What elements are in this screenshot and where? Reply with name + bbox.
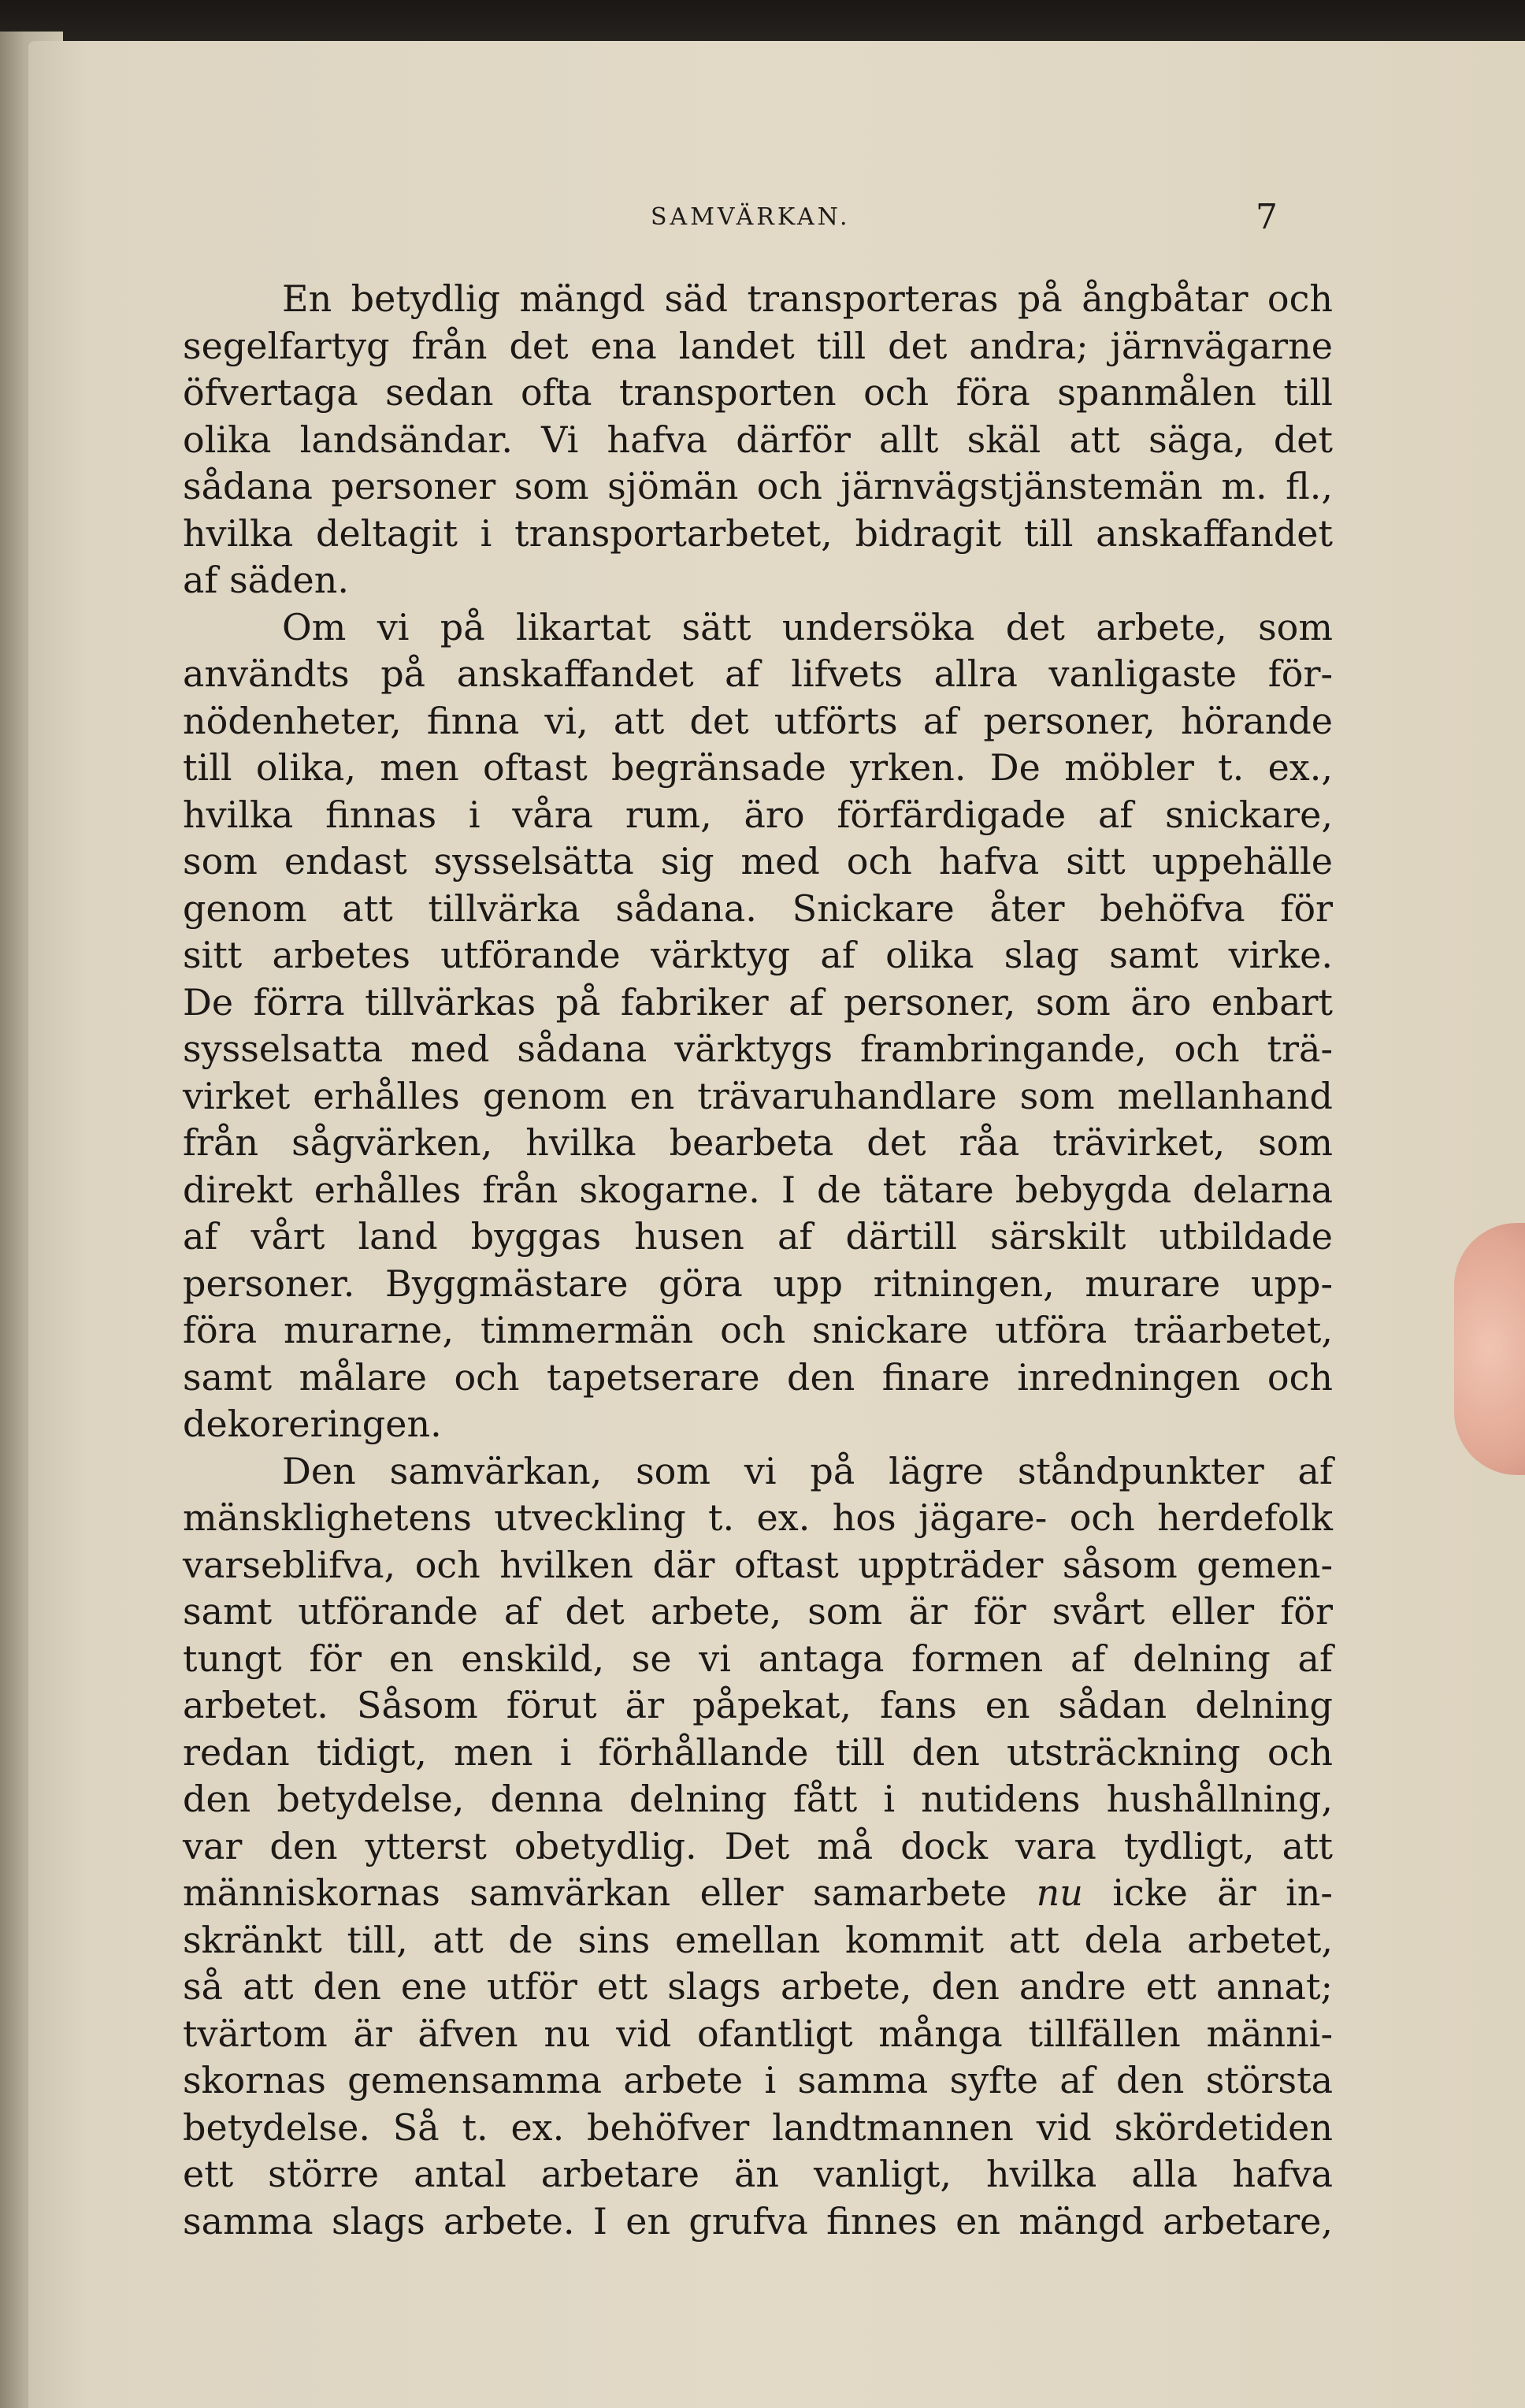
- text-line: varseblifva, och hvilken där oftast uppträder såsom gemen-: [183, 1543, 1333, 1586]
- text-line: föra murarne, timmermän och snickare utföra träarbetet,: [183, 1309, 1333, 1351]
- text-line: samma slags arbete. I en grufva finnes en mängd arbetare,: [183, 2199, 1333, 2243]
- page-number: 7: [1256, 197, 1278, 237]
- text-line: hvilka finnas i våra rum, äro förfärdigade af snickare,: [183, 793, 1333, 836]
- text-line: dekoreringen.: [183, 1403, 442, 1445]
- text-line: var den ytterst obetydlig. Det må dock vara tydligt, att: [183, 1824, 1333, 1867]
- text-line: skornas gemensamma arbete i samma syfte af den största: [183, 2059, 1333, 2101]
- text-line: ett större antal arbetare än vanligt, hvilka alla hafva: [183, 2153, 1333, 2195]
- text-line: genom att tillvärka sådana. Snickare åter behöfva för: [183, 886, 1333, 930]
- text-line: virket erhålles genom en trävaruhandlare som mellanhand: [183, 1074, 1333, 1117]
- text-line: tungt för en enskild, se vi antaga formen af delning af: [183, 1637, 1333, 1680]
- text-line: från sågvärken, hvilka bearbeta det råa trävirket, som: [183, 1121, 1333, 1164]
- text-segment: människornas samvärkan eller samarbete: [183, 1871, 1007, 1914]
- text-line: Om vi på likartat sätt undersöka det arbete, som: [282, 605, 1333, 648]
- text-line: sådana personer som sjömän och järnvägstjänstemän m. fl.,: [183, 465, 1333, 507]
- text-line: olika landsändar. Vi hafva därför allt skäl att säga, det: [183, 418, 1333, 461]
- text-line: sysselsatta med sådana värktygs frambringande, och trä-: [183, 1027, 1333, 1070]
- text-line: segelfartyg från det ena landet till det andra; järnvägarne: [183, 324, 1333, 367]
- running-head: [150, 197, 1331, 244]
- text-line: betydelse. Så t. ex. behöfver landtmannen vid skördetiden: [183, 2105, 1333, 2149]
- emphasis-word: nu: [1036, 1871, 1083, 1914]
- body-text: [183, 276, 1333, 2245]
- text-line: hvilka deltagit i transportarbetet, bidragit till anskaffandet: [183, 511, 1333, 555]
- text-line: sitt arbetes utförande värktyg af olika slag samt virke.: [183, 934, 1333, 976]
- text-line: nödenheter, finna vi, att det utförts af personer, hörande: [183, 699, 1333, 742]
- text-line: arbetet. Såsom förut är påpekat, fans en sådan delning: [183, 1684, 1333, 1726]
- text-line: den betydelse, denna delning fått i nutidens hushållning,: [183, 1778, 1333, 1820]
- text-line: tvärtom är äfven nu vid ofantligt många tillfällen männi-: [183, 2012, 1333, 2055]
- text-line: som endast sysselsätta sig med och hafva sitt uppehälle: [183, 840, 1333, 883]
- text-line: användts på anskaffandet af lifvets allra vanligaste för-: [183, 652, 1333, 695]
- text-line: De förra tillvärkas på fabriker af personer, som äro enbart: [183, 980, 1333, 1024]
- text-line: samt utförande af det arbete, som är för svårt eller för: [183, 1590, 1333, 1633]
- text-line: skränkt till, att de sins emellan kommit att dela arbetet,: [183, 1918, 1333, 1961]
- text-line: till olika, men oftast begränsade yrken. De möbler t. ex.,: [183, 746, 1333, 789]
- text-line: mänsklighetens utveckling t. ex. hos jägare- och herdefolk: [183, 1496, 1333, 1539]
- text-line: af vårt land byggas husen af därtill särskilt utbildade: [183, 1215, 1333, 1258]
- thumb-holding-page: [1454, 1223, 1525, 1475]
- text-line: samt målare och tapetserare den finare inredningen och: [183, 1355, 1333, 1399]
- text-line: Den samvärkan, som vi på lägre ståndpunkter af: [282, 1449, 1333, 1492]
- text-line: af säden.: [183, 559, 350, 601]
- text-line-with-emphasis: [183, 1870, 1333, 1917]
- text-line: redan tidigt, men i förhållande till den utsträckning och: [183, 1730, 1333, 1774]
- running-title: SAMVÄRKAN.: [651, 203, 851, 231]
- text-line: personer. Byggmästare göra upp ritningen, murare upp-: [183, 1262, 1333, 1305]
- text-line: direkt erhålles från skogarne. I de tätare bebygda delarna: [183, 1168, 1333, 1211]
- text-line: öfvertaga sedan ofta transporten och föra spanmålen till: [183, 371, 1333, 414]
- text-segment: icke är in-: [1112, 1871, 1333, 1914]
- text-line: En betydlig mängd säd transporteras på ångbåtar och: [282, 277, 1333, 320]
- text-line: så att den ene utför ett slags arbete, den andre ett annat;: [183, 1965, 1333, 2008]
